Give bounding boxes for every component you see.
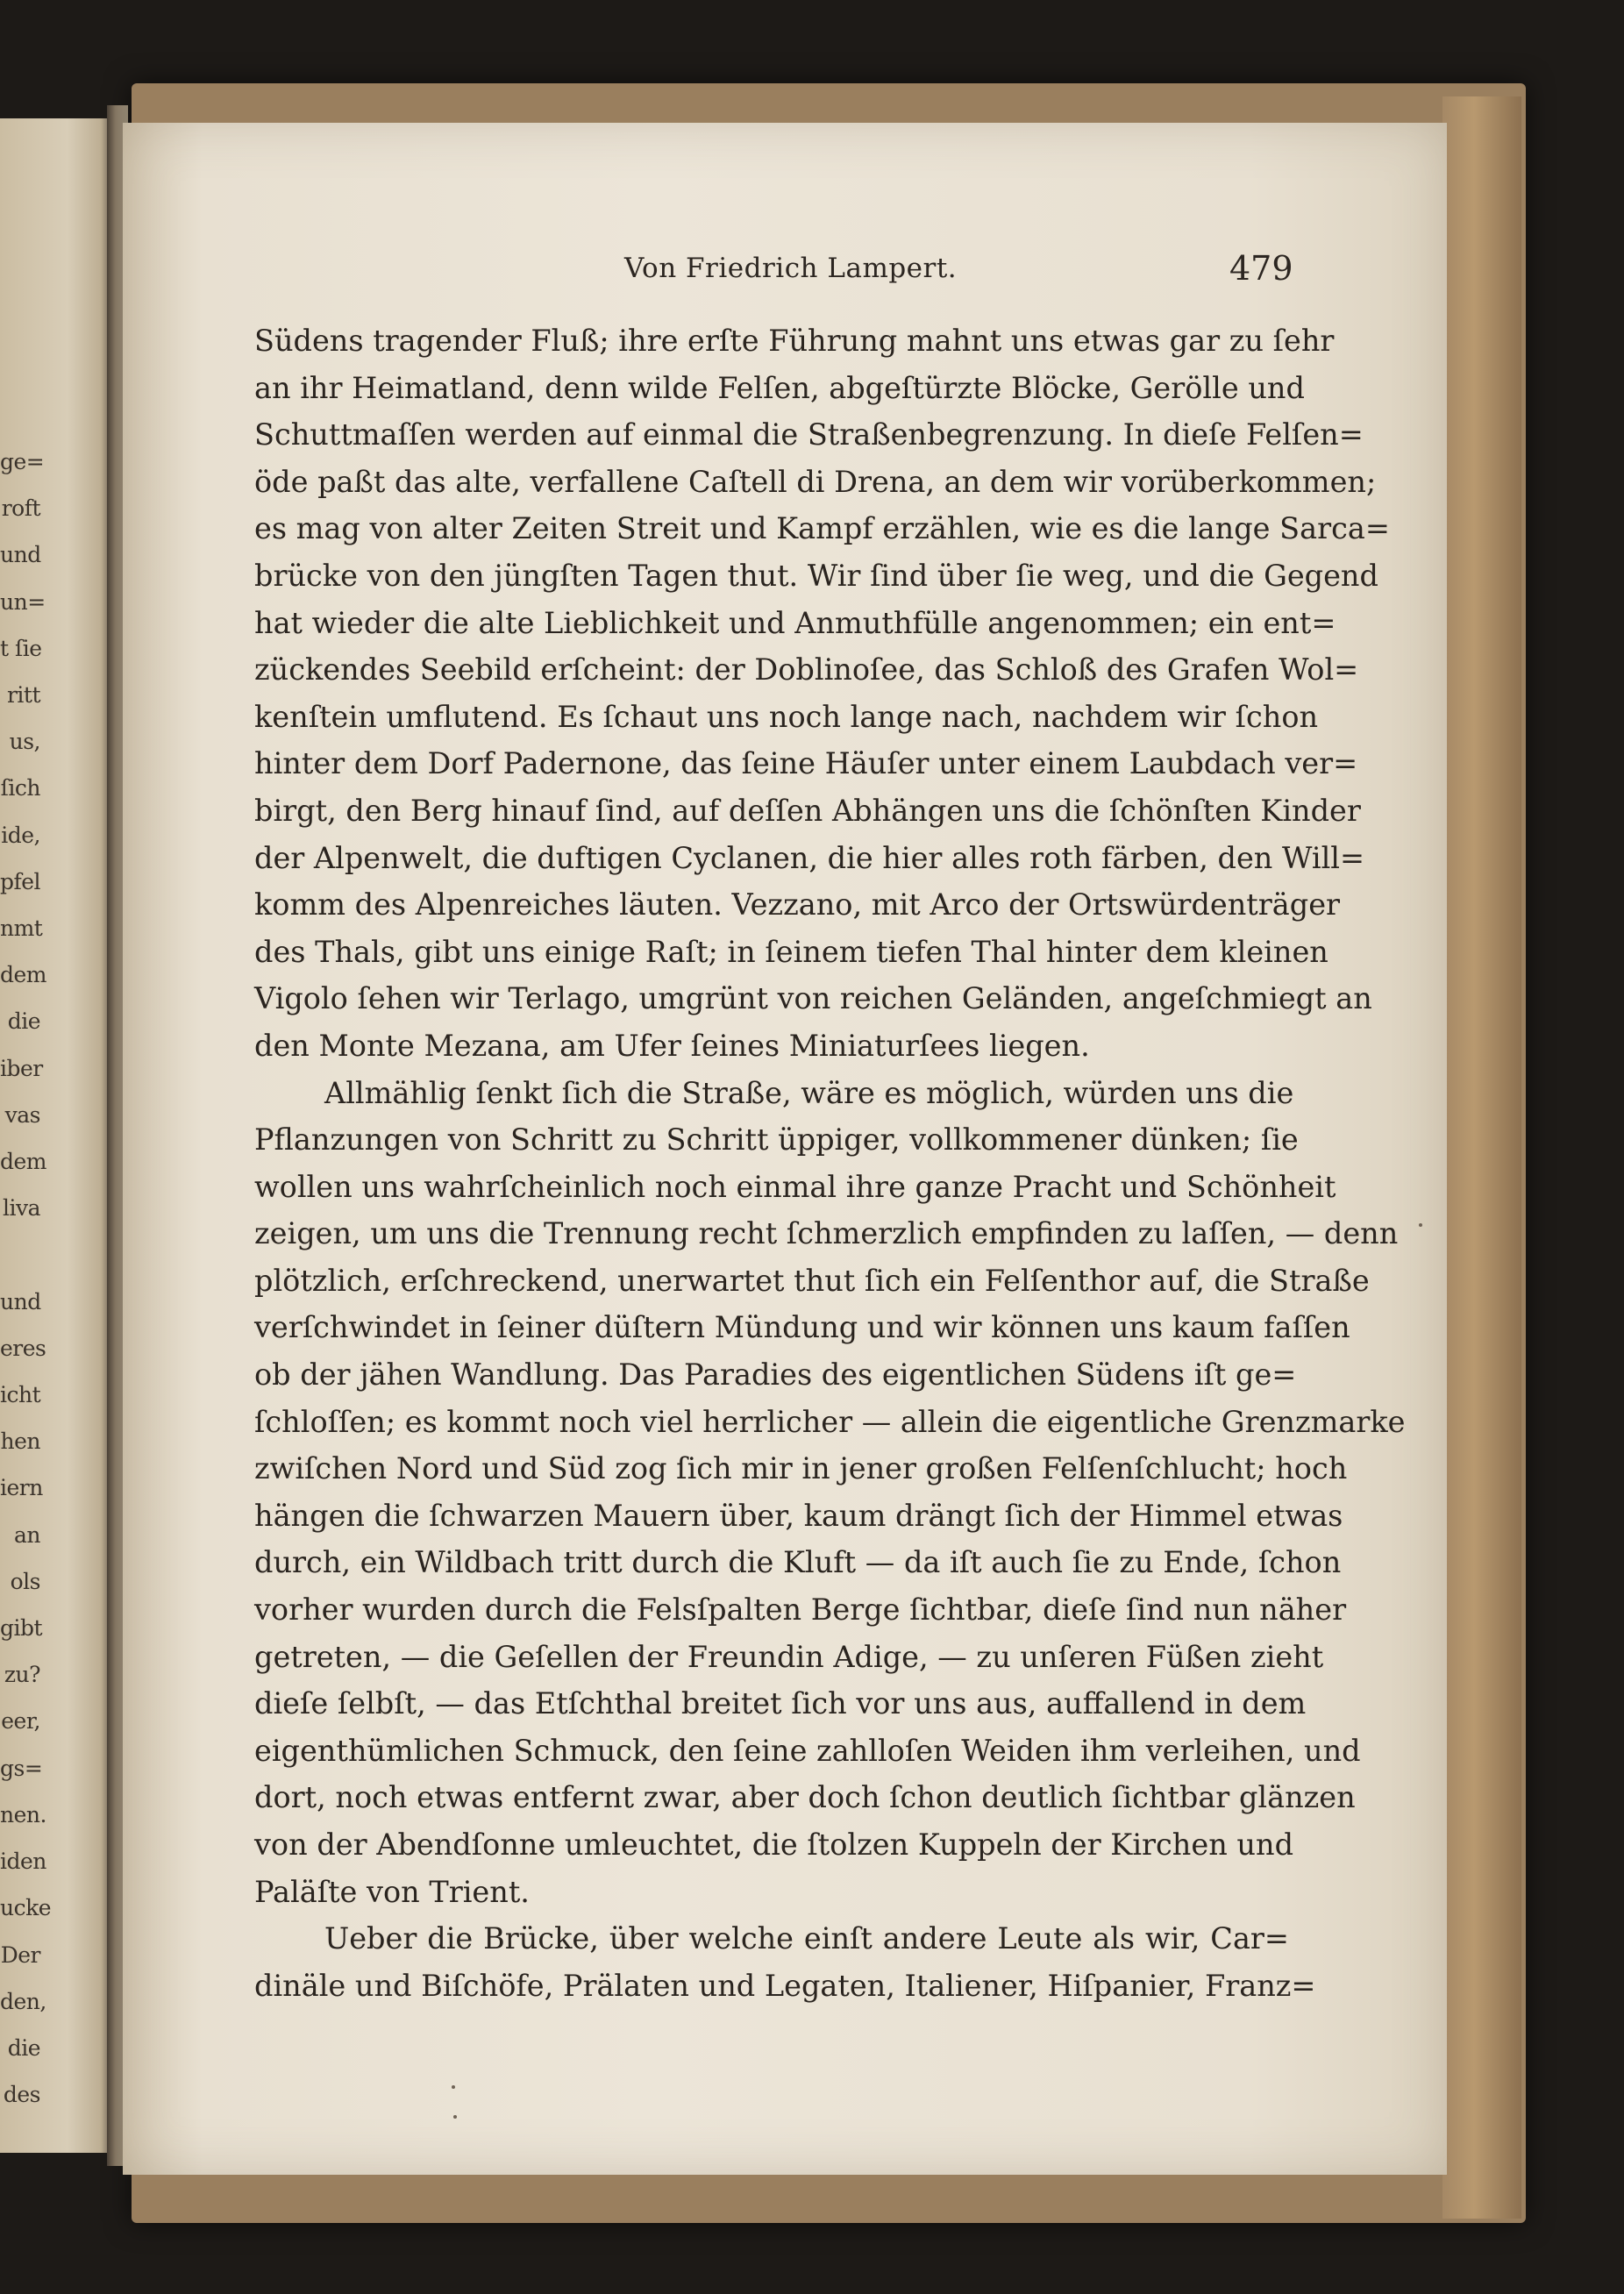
previous-page-fragment: ritt (6, 682, 40, 709)
text-line: Allmählig ſenkt ſich die Straße, wäre es möglich, würden uns die (324, 1075, 1294, 1110)
text-line: plötzlich, erſchreckend, unerwartet thut ſich ein Felſenthor auf, die Straße (254, 1263, 1370, 1298)
text-line: wollen uns wahrſcheinlich noch einmal ihre ganze Pracht und Schönheit (254, 1169, 1336, 1204)
text-line: getreten, — die Geſellen der Freundin Adige, — zu unſeren Füßen zieht (254, 1639, 1324, 1674)
text-line: von der Abendſonne umleuchtet, die ſtolzen Kuppeln der Kirchen und (254, 1827, 1294, 1862)
text-line: eigenthümlichen Schmuck, den ſeine zahlloſen Weiden ihm verleihen, und (254, 1733, 1361, 1768)
text-line: es mag von alter Zeiten Streit und Kampf erzählen, wie es die lange Sarca= (254, 511, 1390, 546)
text-line: Pflanzungen von Schritt zu Schritt üppiger, vollkommener dünken; ſie (254, 1122, 1299, 1158)
previous-page-fragment: roft (1, 495, 40, 522)
text-line: der Alpenwelt, die duftigen Cyclanen, die hier alles roth färben, den Will= (254, 840, 1365, 875)
text-line: Südens tragender Fluß; ihre erſte Führung mahnt uns etwas gar zu ſehr (254, 324, 1335, 358)
previous-page-fragment: ucke (0, 1895, 52, 1921)
book-cover-edge (1442, 96, 1521, 2219)
previous-page-fragment: t ſie (0, 635, 42, 661)
text-line: Vigolo ſehen wir Terlago, umgrünt von reichen Geländen, angeſchmiegt an (254, 981, 1372, 1016)
previous-page-fragment: zu? (4, 1662, 40, 1688)
previous-page-fragment: die (7, 1008, 40, 1035)
body-text (254, 317, 1406, 2009)
previous-page-fragment: pfel (0, 868, 41, 894)
previous-page-fragment (0, 1231, 40, 1278)
book-page (123, 123, 1447, 2175)
text-line: zwiſchen Nord und Süd zog ſich mir in jener großen Felſenſchlucht; hoch (254, 1451, 1348, 1486)
previous-page-fragment: ols (10, 1568, 40, 1594)
text-line: zeigen, um uns die Trennung recht ſchmerzlich empfinden zu laſſen, — denn (254, 1216, 1399, 1251)
text-line: kenſtein umflutend. Es ſchaut uns noch lange nach, nachdem wir ſchon (254, 699, 1319, 734)
previous-page-fragment: dem (0, 1149, 47, 1175)
paragraph (254, 317, 1390, 1070)
previous-page-fragment: gibt (0, 1615, 43, 1642)
paragraph (254, 1070, 1406, 1916)
previous-page-fragment: ide, (1, 822, 40, 848)
previous-page-fragment: den, (0, 1988, 46, 2014)
text-line: dinäle und Biſchöfe, Prälaten und Legaten, Italiener, Hiſpanier, Franz= (254, 1968, 1316, 2003)
text-line: dieſe ſelbſt, — das Etſchthal breitet ſich vor uns aus, auffallend in dem (254, 1686, 1307, 1721)
text-line: an ihr Heimatland, denn wilde Felſen, abgeſtürzte Blöcke, Gerölle und (254, 370, 1305, 405)
text-line: verſchwindet in ſeiner düſtern Mündung und wir können uns kaum faſſen (254, 1310, 1350, 1345)
previous-page-fragment: iden (0, 1849, 46, 1875)
text-line: Paläſte von Trient. (254, 1874, 530, 1909)
previous-page-fragment: liva (2, 1195, 40, 1222)
previous-page-fragment: und (0, 542, 41, 568)
text-line: hinter dem Dorf Padernone, das ſeine Häuſer unter einem Laubdach ver= (254, 746, 1358, 781)
text-line: birgt, den Berg hinauf ſind, auf deſſen Abhängen uns die ſchönſten Kinder (254, 793, 1361, 828)
text-line: dort, noch etwas entfernt zwar, aber doch ſchon deutlich ſichtbar glänzen (254, 1780, 1356, 1815)
previous-page-fragment: us, (9, 729, 40, 755)
previous-page-fragment: dem (0, 962, 47, 988)
text-line: vorher wurden durch die Felsſpalten Berge ſichtbar, dieſe ſind nun näher (254, 1592, 1347, 1628)
previous-page-fragment: icht (0, 1382, 41, 1408)
text-line: des Thals, gibt uns einige Raſt; in ſeinem tiefen Thal hinter dem kleinen (254, 934, 1328, 969)
previous-page-fragment: an (13, 1521, 40, 1548)
previous-page-fragment: nmt (0, 915, 43, 942)
page-number: 479 (1229, 249, 1293, 288)
previous-page-fragment: des (3, 2082, 40, 2108)
previous-page-fragment: und (0, 1288, 41, 1314)
previous-page-fragment: iber (0, 1055, 43, 1081)
previous-page-edge (0, 118, 112, 2153)
previous-page-fragment: nen. (0, 1801, 46, 1827)
paragraph (254, 1915, 1316, 2009)
previous-page-fragment: vas (4, 1101, 40, 1128)
text-line: durch, ein Wildbach tritt durch die Kluft — da iſt auch ſie zu Ende, ſchon (254, 1545, 1342, 1580)
text-line: öde paßt das alte, verfallene Caſtell di Drena, an dem wir vorüberkommen; (254, 464, 1377, 499)
previous-page-fragment: eres (0, 1335, 46, 1361)
previous-page-fragment: gs= (0, 1755, 43, 1781)
previous-page-fragment: Der (0, 1941, 40, 1968)
previous-page-fragment: ge= (0, 449, 45, 474)
previous-page-fragment: iern (0, 1475, 43, 1501)
previous-page-fragment: un= (0, 588, 46, 615)
text-line: Schuttmaſſen werden auf einmal die Straßenbegrenzung. In dieſe Felſen= (254, 417, 1364, 452)
text-line: komm des Alpenreiches läuten. Vezzano, mit Arco der Ortswürdenträger (254, 887, 1341, 923)
page-header (123, 249, 1447, 305)
text-line: brücke von den jüngſten Tagen thut. Wir ſind über ſie weg, und die Gegend (254, 558, 1378, 593)
text-line: hängen die ſchwarzen Mauern über, kaum drängt ſich der Himmel etwas (254, 1498, 1343, 1533)
text-line: ſchloſſen; es kommt noch viel herrlicher — allein die eigentliche Grenzmarke (254, 1404, 1406, 1439)
text-line: zückendes Seebild erſcheint: der Doblinoſee, das Schloß des Grafen Wol= (254, 652, 1359, 687)
previous-page-fragment: hen (0, 1428, 40, 1455)
previous-page-fragment: ſich (0, 775, 40, 801)
running-head: Von Friedrich Lampert. (624, 253, 958, 284)
text-line: den Monte Mezana, am Ufer ſeines Miniaturſees liegen. (254, 1028, 1090, 1063)
text-line: ob der jähen Wandlung. Das Paradies des eigentlichen Südens iſt ge= (254, 1357, 1297, 1393)
previous-page-fragment: eer, (1, 1708, 40, 1735)
previous-page-fragment: die (7, 2034, 40, 2061)
previous-page-line-ends (0, 438, 52, 2118)
text-line: hat wieder die alte Lieblichkeit und Anmuthfülle angenommen; ein ent= (254, 605, 1336, 640)
text-line: Ueber die Brücke, über welche einſt andere Leute als wir, Car= (324, 1921, 1289, 1956)
